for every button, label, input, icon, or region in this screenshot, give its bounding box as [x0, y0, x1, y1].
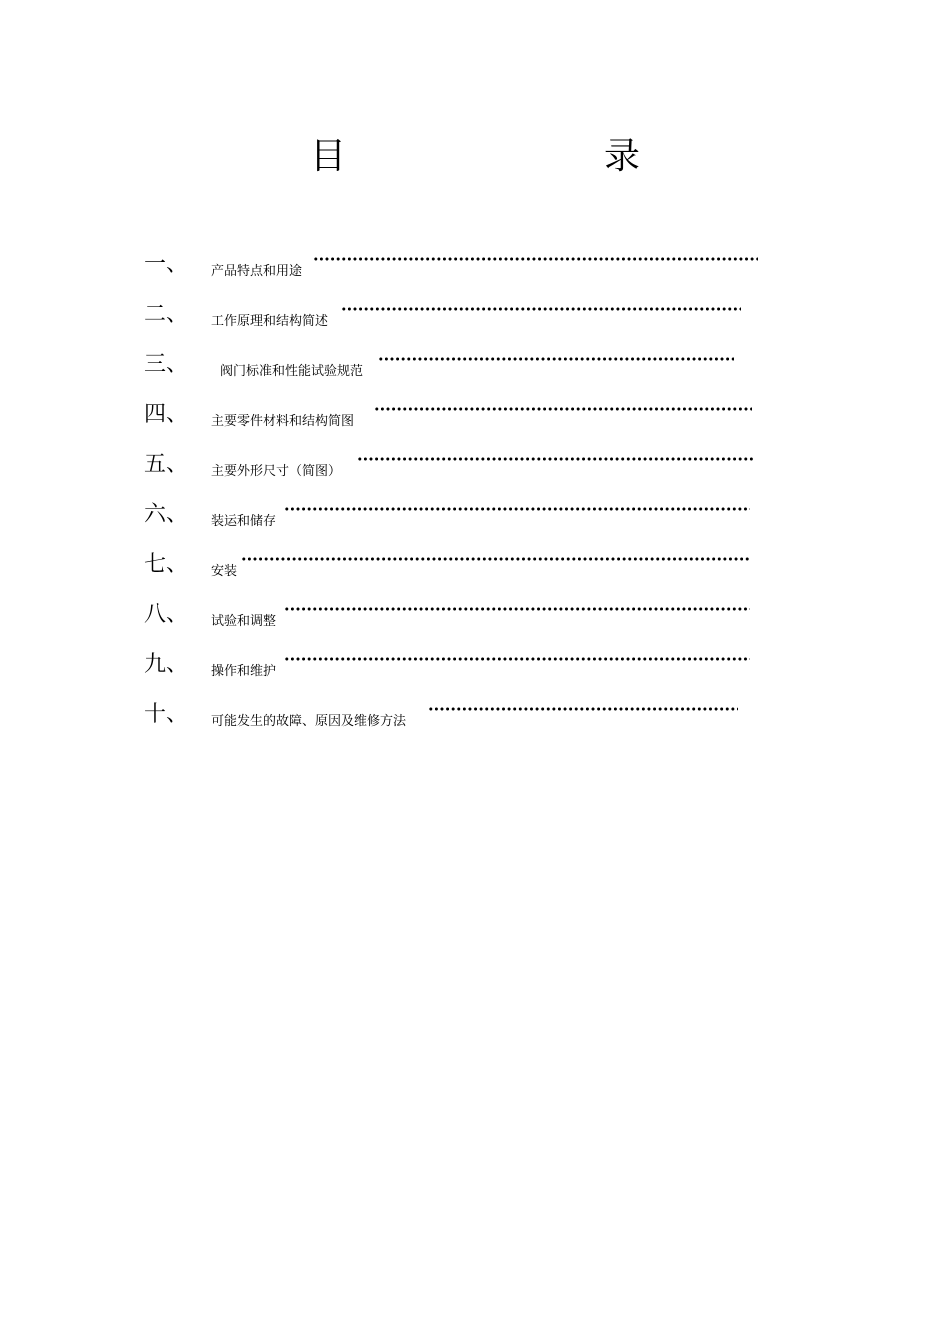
- toc-number: 一、: [144, 252, 189, 277]
- toc-label: 可能发生的故障、原因及维修方法: [211, 714, 407, 729]
- dot-leader: [284, 504, 750, 514]
- toc-label: 安装: [211, 564, 238, 579]
- dot-leader: [428, 704, 738, 714]
- page-title: 目 录: [309, 136, 702, 177]
- dot-leader: [374, 404, 752, 414]
- toc-entry-7: [0, 554, 950, 594]
- toc-number: 三、: [144, 352, 189, 377]
- toc-label: 主要外形尺寸（简图）: [211, 464, 342, 479]
- toc-entry-3: [0, 354, 950, 394]
- toc-number: 九、: [144, 652, 189, 677]
- dot-leader: [341, 304, 741, 314]
- dot-leader: [284, 604, 750, 614]
- toc-number: 五、: [144, 452, 189, 477]
- toc-label: 操作和维护: [211, 664, 277, 679]
- toc-entry-9: [0, 654, 950, 694]
- toc-entry-5: [0, 454, 950, 494]
- toc-number: 六、: [144, 502, 189, 527]
- toc-entry-6: [0, 504, 950, 544]
- dot-leader: [284, 654, 750, 664]
- toc-entry-1: [0, 254, 950, 294]
- toc-entry-2: [0, 304, 950, 344]
- dot-leader: [357, 454, 755, 464]
- toc-number: 四、: [144, 402, 189, 427]
- toc-entry-4: [0, 404, 950, 444]
- toc-label: 工作原理和结构简述: [211, 314, 329, 329]
- toc-label: 阀门标准和性能试验规范: [220, 364, 364, 379]
- toc-number: 二、: [144, 302, 189, 327]
- dot-leader: [313, 254, 758, 264]
- toc-entry-8: [0, 604, 950, 644]
- toc-number: 七、: [144, 552, 189, 577]
- toc-number: 八、: [144, 602, 189, 627]
- toc-number: 十、: [144, 702, 189, 727]
- toc-entry-10: [0, 704, 950, 744]
- toc-label: 产品特点和用途: [211, 264, 303, 279]
- dot-leader: [378, 354, 734, 364]
- dot-leader: [241, 554, 751, 564]
- toc-label: 主要零件材料和结构简图: [211, 414, 355, 429]
- toc-label: 试验和调整: [211, 614, 277, 629]
- toc-label: 装运和储存: [211, 514, 277, 529]
